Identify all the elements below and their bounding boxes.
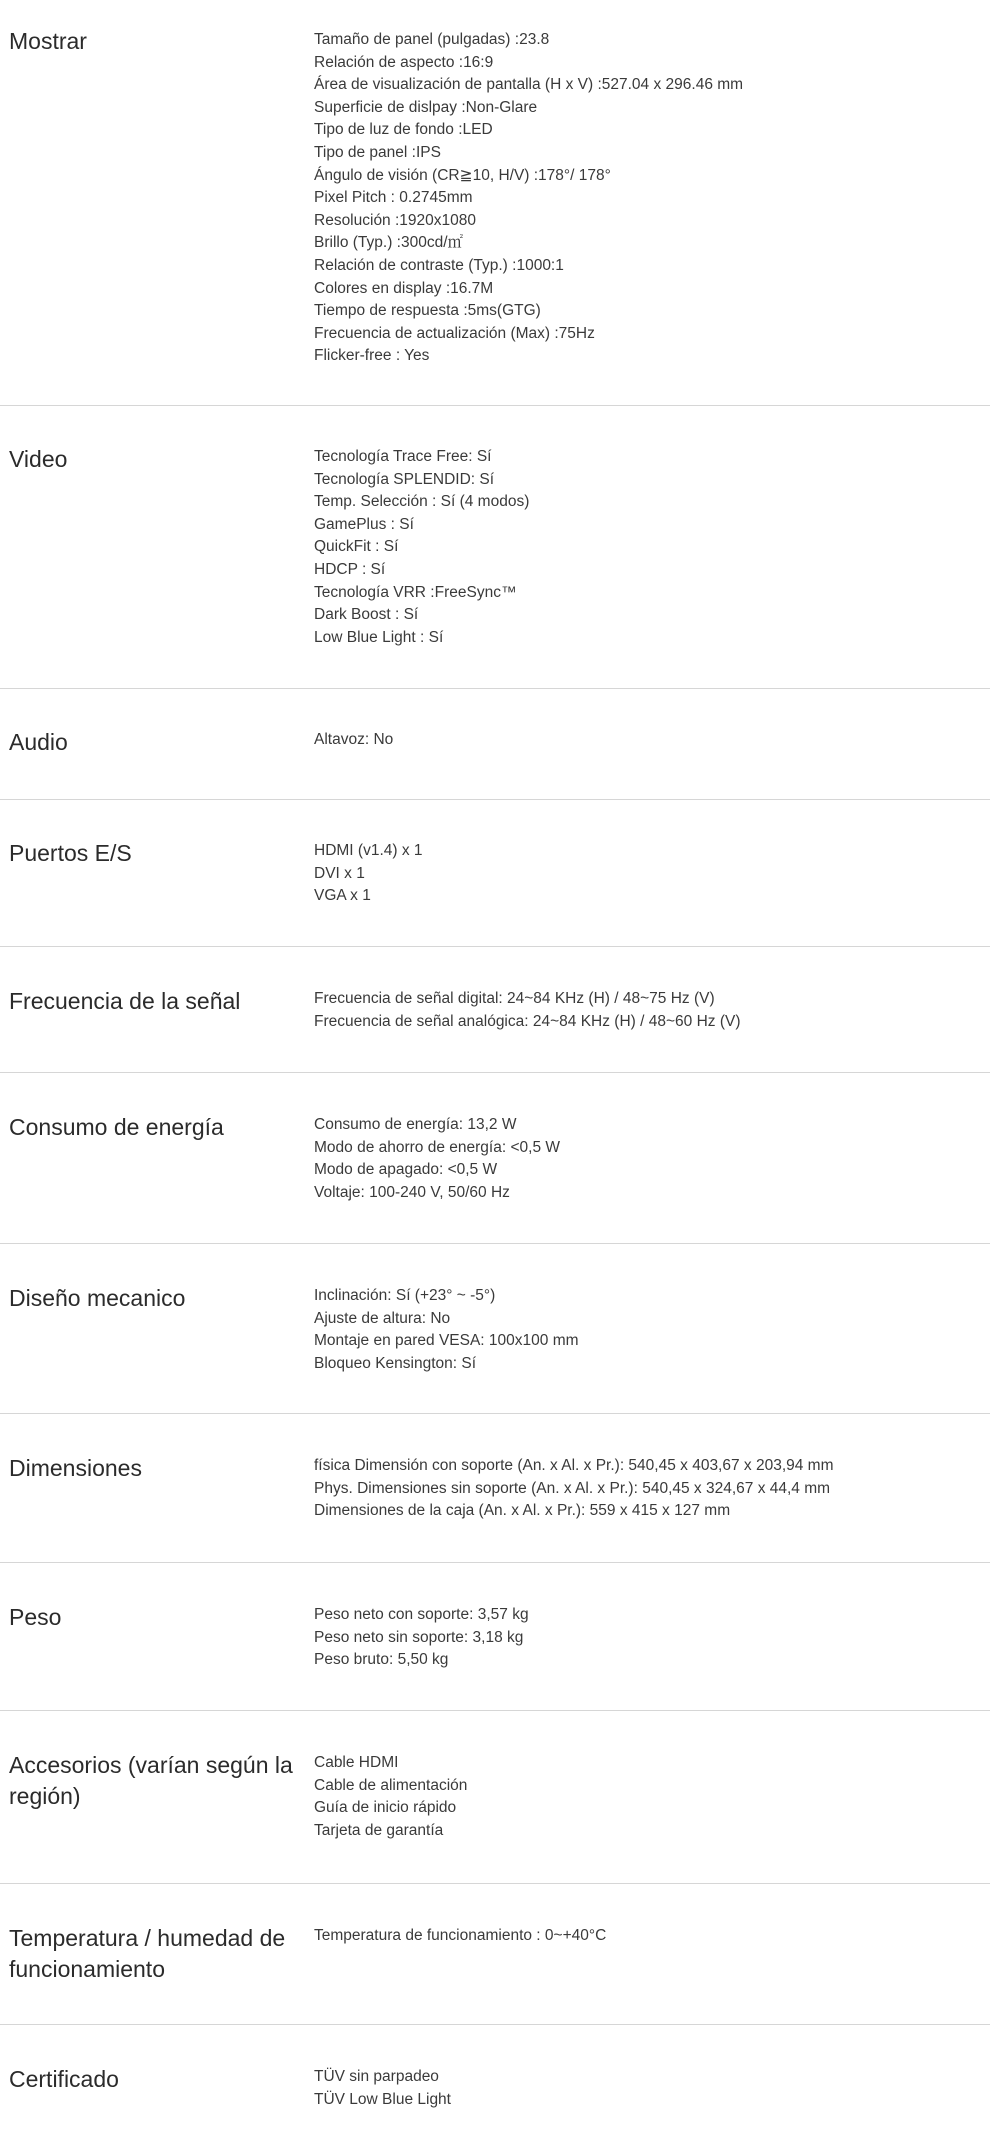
spec-item: Voltaje: 100-240 V, 50/60 Hz	[314, 1183, 510, 1201]
spec-item: QuickFit : Sí	[314, 538, 399, 556]
spec-item: Montaje en pared VESA: 100x100 mm	[314, 1332, 579, 1350]
spec-item: Bloqueo Kensington: Sí	[314, 1354, 477, 1372]
section-divider	[0, 1072, 990, 1073]
spec-item: Tecnología VRR :FreeSync™	[314, 583, 517, 601]
spec-item: Brillo (Typ.) :300cd/㎡	[314, 234, 464, 252]
section-values	[314, 1285, 974, 1375]
section-divider	[0, 799, 990, 800]
spec-item: Guía de inicio rápido	[314, 1799, 457, 1817]
section-values	[314, 988, 974, 1033]
section-title: Mostrar	[9, 28, 87, 54]
section-divider	[0, 688, 990, 689]
section-divider	[0, 1243, 990, 1244]
section-title: Video	[9, 446, 68, 472]
section-values	[314, 1925, 974, 1948]
spec-item: Tipo de luz de fondo :LED	[314, 121, 493, 139]
section-divider	[0, 2024, 990, 2025]
spec-item: Frecuencia de actualización (Max) :75Hz	[314, 324, 595, 342]
section-values	[314, 840, 974, 908]
spec-item: Frecuencia de señal digital: 24~84 KHz (H) / 48~75 Hz (V)	[314, 990, 715, 1007]
spec-item: Tipo de panel :IPS	[314, 143, 441, 161]
spec-item: Relación de contraste (Typ.) :1000:1	[314, 256, 564, 274]
spec-item: TÜV Low Blue Light	[314, 2090, 451, 2108]
spec-item: Área de visualización de pantalla (H x V) :527.04 x 296.46 mm	[314, 76, 744, 94]
section-values	[314, 729, 974, 752]
spec-item: Temperatura de funcionamiento : 0~+40°C	[314, 1927, 607, 1944]
spec-item: Altavoz: No	[314, 731, 394, 748]
spec-item: HDCP : Sí	[314, 560, 386, 578]
spec-item: Temp. Selección : Sí (4 modos)	[314, 493, 530, 511]
spec-item: Tamaño de panel (pulgadas) :23.8	[314, 31, 550, 48]
section-title: Diseño mecanico	[9, 1285, 186, 1311]
section-title: Consumo de energía	[9, 1114, 224, 1140]
spec-item: Peso neto sin soporte: 3,18 kg	[314, 1628, 524, 1646]
spec-item: Dark Boost : Sí	[314, 606, 419, 624]
section-title: Puertos E/S	[9, 840, 132, 866]
spec-item: DVI x 1	[314, 864, 365, 882]
section-values	[314, 29, 974, 368]
section-title: Audio	[9, 729, 68, 755]
section-divider	[0, 1562, 990, 1563]
spec-item: Cable HDMI	[314, 1754, 399, 1771]
spec-item: TÜV sin parpadeo	[314, 2068, 439, 2085]
spec-item: física Dimensión con soporte (An. x Al. x Pr.): 540,45 x 403,67 x 203,94 mm	[314, 1457, 834, 1474]
spec-item: Phys. Dimensiones sin soporte (An. x Al. x Pr.): 540,45 x 324,67 x 44,4 mm	[314, 1479, 831, 1497]
section-values	[314, 1455, 974, 1523]
section-title: Certificado	[9, 2066, 119, 2092]
section-title: Accesorios (varían según la región)	[9, 1752, 293, 1809]
spec-item: Relación de aspecto :16:9	[314, 53, 494, 71]
spec-item: Resolución :1920x1080	[314, 211, 477, 229]
spec-item: Tecnología SPLENDID: Sí	[314, 470, 495, 488]
spec-item: Consumo de energía: 13,2 W	[314, 1116, 517, 1133]
section-divider	[0, 946, 990, 947]
spec-item: Tecnología Trace Free: Sí	[314, 448, 492, 465]
spec-item: Modo de ahorro de energía: <0,5 W	[314, 1138, 561, 1156]
spec-item: Ajuste de altura: No	[314, 1309, 451, 1327]
spec-item: Peso neto con soporte: 3,57 kg	[314, 1606, 529, 1623]
spec-item: Frecuencia de señal analógica: 24~84 KHz (H) / 48~60 Hz (V)	[314, 1012, 741, 1030]
section-divider	[0, 1413, 990, 1414]
spec-item: Flicker-free : Yes	[314, 347, 430, 365]
section-values	[314, 446, 974, 649]
section-values	[314, 1114, 974, 1204]
section-values	[314, 1752, 974, 1842]
spec-item: Tarjeta de garantía	[314, 1821, 444, 1839]
spec-item: GamePlus : Sí	[314, 515, 414, 533]
spec-item: Inclinación: Sí (+23° ~ -5°)	[314, 1287, 496, 1304]
section-divider	[0, 1710, 990, 1711]
spec-item: VGA x 1	[314, 887, 371, 905]
section-title: Dimensiones	[9, 1455, 142, 1481]
section-title: Peso	[9, 1604, 62, 1630]
spec-item: Colores en display :16.7M	[314, 279, 494, 297]
section-title: Temperatura / humedad de funcionamiento	[9, 1925, 286, 1982]
spec-item: Low Blue Light : Sí	[314, 628, 444, 646]
spec-item: Peso bruto: 5,50 kg	[314, 1651, 449, 1669]
spec-item: Modo de apagado: <0,5 W	[314, 1161, 498, 1179]
spec-item: HDMI (v1.4) x 1	[314, 842, 423, 859]
section-divider	[0, 1883, 990, 1884]
spec-item: Superficie de dislpay :Non-Glare	[314, 98, 538, 116]
section-values	[314, 1604, 974, 1672]
spec-item: Pixel Pitch : 0.2745mm	[314, 189, 473, 207]
spec-item: Tiempo de respuesta :5ms(GTG)	[314, 302, 541, 320]
section-title: Frecuencia de la señal	[9, 988, 241, 1014]
spec-item: Cable de alimentación	[314, 1776, 468, 1794]
section-divider	[0, 405, 990, 406]
spec-item: Dimensiones de la caja (An. x Al. x Pr.): 559 x 415 x 127 mm	[314, 1502, 731, 1520]
section-values	[314, 2066, 974, 2111]
spec-item: Ángulo de visión (CR≧10, H/V) :178°/ 178°	[314, 166, 611, 184]
